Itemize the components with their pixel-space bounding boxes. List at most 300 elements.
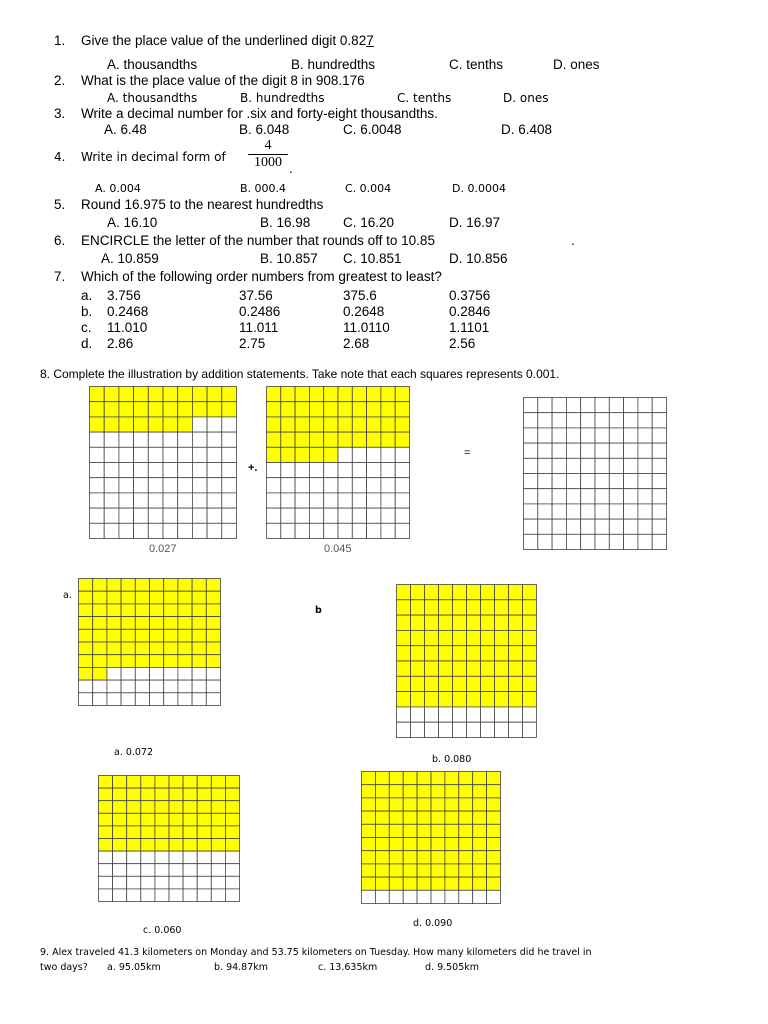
grid-square-filled [509, 676, 523, 691]
grid-square-filled [211, 813, 225, 826]
grid-square-empty [99, 889, 113, 902]
grid-square-filled [222, 387, 237, 402]
grid-square-empty [624, 474, 638, 489]
grid-square-filled [113, 776, 127, 789]
grid-square-empty [538, 534, 552, 549]
grid-square-empty [524, 474, 538, 489]
grid-square-empty [309, 463, 323, 478]
q4-option-b: B. 000.4 [240, 182, 287, 195]
grid-square-empty [425, 707, 439, 722]
grid-square-filled [431, 772, 445, 785]
choice-b-grid [396, 584, 537, 738]
q7-row-c-label: c. [81, 320, 92, 335]
q7-row-a-label: a. [81, 288, 93, 303]
grid-square-filled [403, 824, 417, 837]
grid-square-filled [93, 629, 107, 642]
grid-square-empty [538, 413, 552, 428]
grid-square-filled [141, 839, 155, 852]
hundred-grid-svg [89, 386, 237, 539]
grid-square-filled [445, 772, 459, 785]
grid-square-empty [113, 889, 127, 902]
grid-square-filled [135, 629, 149, 642]
grid-square-filled [459, 811, 473, 824]
grid-square-filled [134, 387, 149, 402]
grid-square-filled [375, 798, 389, 811]
grid-square-empty [225, 864, 239, 877]
grid-square-filled [183, 788, 197, 801]
grid-square-empty [395, 478, 409, 493]
grid-square-empty [169, 864, 183, 877]
grid-square-empty [638, 474, 652, 489]
grid-square-empty [338, 508, 352, 523]
choice-c-grid [98, 775, 240, 902]
grid-square-filled [523, 661, 537, 676]
grid-square-filled [431, 824, 445, 837]
grid-square-filled [155, 776, 169, 789]
grid-square-empty [107, 680, 121, 693]
grid-square-empty [178, 478, 193, 493]
grid-square-empty [93, 680, 107, 693]
grid-square-empty [381, 493, 395, 508]
grid-square-filled [134, 402, 149, 417]
grid-square-empty [411, 707, 425, 722]
grid-square-empty [566, 458, 580, 473]
grid-square-filled [453, 585, 467, 600]
grid-square-empty [121, 667, 135, 680]
grid-square-empty [178, 447, 193, 462]
grid-square-empty [581, 413, 595, 428]
grid-square-empty [197, 889, 211, 902]
q2-number: 2. [54, 73, 66, 88]
grid-square-empty [417, 890, 431, 903]
grid-square-empty [595, 504, 609, 519]
grid-square-filled [113, 826, 127, 839]
grid-square-filled [79, 655, 93, 668]
grid-square-filled [509, 661, 523, 676]
grid-square-empty [509, 707, 523, 722]
grid-square-filled [439, 692, 453, 707]
grid-square-empty [624, 489, 638, 504]
grid-square-empty [509, 722, 523, 737]
grid-square-empty [281, 493, 295, 508]
grid-square-empty [207, 447, 222, 462]
grid-square-filled [338, 417, 352, 432]
hundred-grid-svg [78, 578, 221, 706]
grid-square-empty [197, 864, 211, 877]
grid-square-empty [267, 463, 281, 478]
grid-square-filled [362, 798, 376, 811]
grid-square-filled [225, 839, 239, 852]
grid-square-filled [93, 667, 107, 680]
q8-instruction: 8. Complete the illustration by addition statements. Take note that each squares represents 0.001. [40, 367, 560, 381]
grid-square-empty [609, 534, 623, 549]
grid-square-empty [119, 447, 134, 462]
grid-square-empty [134, 432, 149, 447]
grid-square-empty [624, 398, 638, 413]
grid-square-filled [445, 811, 459, 824]
grid-square-filled [487, 811, 501, 824]
grid-square-filled [417, 798, 431, 811]
grid-square-filled [127, 788, 141, 801]
grid-square-empty [79, 680, 93, 693]
grid-square-empty [538, 458, 552, 473]
choice-d-grid [361, 771, 501, 904]
q5-option-a: A. 16.10 [107, 215, 158, 230]
grid-square-empty [324, 508, 338, 523]
grid-square-filled [99, 813, 113, 826]
grid-square-empty [524, 489, 538, 504]
grid-square-empty [652, 413, 666, 428]
grid-square-filled [389, 838, 403, 851]
grid-square-empty [178, 463, 193, 478]
grid-square-empty [395, 447, 409, 462]
grid-square-filled [150, 642, 164, 655]
grid-square-filled [206, 591, 220, 604]
choice-c-caption: c. 0.060 [143, 925, 182, 936]
grid-square-filled [104, 387, 119, 402]
grid-square-filled [141, 826, 155, 839]
grid-square-filled [121, 617, 135, 630]
grid-square-empty [609, 428, 623, 443]
grid-square-filled [324, 402, 338, 417]
q2-question: What is the place value of the digit 8 in 908.176 [81, 73, 365, 88]
grid-square-empty [552, 489, 566, 504]
grid-square-filled [79, 642, 93, 655]
grid-square-filled [425, 676, 439, 691]
grid-square-empty [192, 432, 207, 447]
grid-square-empty [207, 508, 222, 523]
q8-equals-sign: = [464, 447, 471, 459]
grid-square-filled [192, 591, 206, 604]
grid-square-empty [552, 534, 566, 549]
grid-square-empty [113, 851, 127, 864]
grid-square-filled [362, 811, 376, 824]
grid-square-empty [566, 474, 580, 489]
q4-option-d: D. 0.0004 [452, 182, 506, 195]
grid-square-empty [552, 458, 566, 473]
grid-square-empty [104, 493, 119, 508]
grid-square-empty [638, 443, 652, 458]
q6-trailing-dot: . [571, 233, 575, 248]
grid-square-empty [211, 851, 225, 864]
grid-square-filled [222, 402, 237, 417]
grid-square-filled [445, 864, 459, 877]
grid-square-filled [411, 646, 425, 661]
grid-square-filled [197, 776, 211, 789]
grid-square-empty [163, 493, 178, 508]
grid-square-filled [417, 864, 431, 877]
grid-square-filled [99, 776, 113, 789]
grid-square-filled [523, 646, 537, 661]
q7-row-a-value: 375.6 [343, 288, 377, 303]
grid-square-empty [624, 413, 638, 428]
grid-square-empty [538, 474, 552, 489]
grid-square-empty [192, 508, 207, 523]
grid-square-filled [445, 877, 459, 890]
grid-square-filled [367, 432, 381, 447]
grid-square-filled [473, 851, 487, 864]
hundred-grid-svg [98, 775, 240, 902]
grid-square-filled [481, 692, 495, 707]
grid-square-empty [127, 864, 141, 877]
grid-square-filled [338, 387, 352, 402]
grid-square-filled [417, 811, 431, 824]
grid-square-empty [99, 864, 113, 877]
grid-square-empty [222, 417, 237, 432]
grid-square-empty [367, 478, 381, 493]
grid-square-empty [638, 534, 652, 549]
grid-square-empty [192, 463, 207, 478]
grid-square-filled [135, 617, 149, 630]
grid-square-empty [207, 463, 222, 478]
grid-square-filled [192, 617, 206, 630]
q1-number: 1. [54, 33, 66, 48]
grid-square-filled [431, 798, 445, 811]
grid-square-filled [121, 629, 135, 642]
grid-square-filled [107, 617, 121, 630]
grid-square-filled [362, 838, 376, 851]
grid-square-filled [164, 655, 178, 668]
grid-square-empty [169, 851, 183, 864]
grid-square-empty [652, 504, 666, 519]
grid-square-filled [107, 579, 121, 592]
grid-square-filled [148, 387, 163, 402]
grid-square-filled [381, 387, 395, 402]
grid-square-filled [197, 839, 211, 852]
grid-square-empty [595, 443, 609, 458]
grid-square-filled [90, 417, 105, 432]
grid-square-empty [192, 693, 206, 706]
grid-square-empty [104, 523, 119, 538]
grid-square-empty [119, 478, 134, 493]
grid-square-filled [445, 851, 459, 864]
grid-square-empty [163, 447, 178, 462]
grid-square-empty [624, 428, 638, 443]
grid-square-filled [104, 402, 119, 417]
grid-square-filled [206, 604, 220, 617]
grid-square-filled [445, 824, 459, 837]
grid-square-empty [487, 890, 501, 903]
grid-square-filled [192, 629, 206, 642]
grid-square-filled [183, 801, 197, 814]
grid-square-empty [206, 667, 220, 680]
grid-square-empty [595, 474, 609, 489]
grid-square-filled [135, 655, 149, 668]
grid-square-empty [295, 478, 309, 493]
grid-square-filled [397, 661, 411, 676]
grid-square-filled [481, 661, 495, 676]
grid-square-empty [155, 851, 169, 864]
grid-square-filled [164, 604, 178, 617]
grid-square-empty [192, 447, 207, 462]
grid-square-empty [119, 493, 134, 508]
grid-square-empty [169, 889, 183, 902]
q9-option-a: a. 95.05km [107, 962, 161, 973]
grid-square-filled [523, 585, 537, 600]
grid-square-filled [417, 838, 431, 851]
grid-square-filled [183, 839, 197, 852]
grid-square-filled [121, 604, 135, 617]
grid-square-empty [148, 478, 163, 493]
grid-square-filled [362, 785, 376, 798]
q9-question: 9. Alex traveled 41.3 kilometers on Monday and 53.75 kilometers on Tuesday. How many kilometers did he travel in [40, 947, 592, 958]
grid-square-filled [295, 417, 309, 432]
grid-square-empty [609, 489, 623, 504]
grid-square-filled [417, 851, 431, 864]
grid-square-filled [509, 615, 523, 630]
grid-square-filled [362, 877, 376, 890]
grid-square-filled [178, 579, 192, 592]
q9-option-c: c. 13.635km [318, 962, 378, 973]
grid-square-empty [552, 398, 566, 413]
grid-square-empty [552, 504, 566, 519]
q7-row-c-value: 11.0110 [343, 320, 390, 335]
q1-option-c: C. tenths [449, 57, 504, 72]
grid-square-filled [113, 801, 127, 814]
q7-row-b-label: b. [81, 304, 93, 319]
grid-square-filled [178, 655, 192, 668]
grid-square-empty [367, 493, 381, 508]
grid-square-empty [207, 493, 222, 508]
grid-square-filled [411, 585, 425, 600]
grid-square-filled [324, 417, 338, 432]
grid-square-filled [281, 402, 295, 417]
grid-square-filled [295, 402, 309, 417]
grid-square-empty [524, 413, 538, 428]
grid-square-filled [425, 600, 439, 615]
grid-square-filled [113, 788, 127, 801]
q7-row-b-value: 0.2486 [239, 304, 281, 319]
grid-square-empty [148, 463, 163, 478]
grid-square-filled [523, 615, 537, 630]
grid-square-filled [267, 432, 281, 447]
grid-square-empty [113, 864, 127, 877]
grid-square-empty [113, 876, 127, 889]
q3-number: 3. [54, 106, 66, 121]
grid-square-filled [362, 772, 376, 785]
grid-square-filled [309, 432, 323, 447]
grid-square-empty [352, 508, 366, 523]
q7-row-d-label: d. [81, 336, 93, 351]
grid-square-filled [99, 839, 113, 852]
grid-square-filled [178, 387, 193, 402]
grid-square-empty [324, 493, 338, 508]
grid-square-empty [324, 523, 338, 538]
grid-square-filled [99, 826, 113, 839]
grid-square-filled [397, 692, 411, 707]
grid-square-empty [367, 508, 381, 523]
grid-square-filled [397, 646, 411, 661]
grid-square-empty [595, 489, 609, 504]
grid-square-empty [538, 504, 552, 519]
q1-question: Give the place value of the underlined digit 0.827 [81, 33, 374, 48]
grid-square-filled [473, 824, 487, 837]
grid-square-empty [624, 504, 638, 519]
grid-square-empty [104, 432, 119, 447]
grid-square-filled [169, 776, 183, 789]
grid-square-filled [119, 417, 134, 432]
grid-square-filled [439, 615, 453, 630]
grid-square-empty [595, 398, 609, 413]
grid-square-empty [538, 443, 552, 458]
grid-square-filled [150, 617, 164, 630]
grid-square-empty [134, 493, 149, 508]
grid-square-empty [309, 508, 323, 523]
grid-square-filled [453, 600, 467, 615]
grid-square-empty [338, 463, 352, 478]
grid-square-filled [107, 629, 121, 642]
grid-square-filled [487, 772, 501, 785]
grid-square-filled [375, 877, 389, 890]
grid-square-empty [222, 447, 237, 462]
q5-number: 5. [54, 197, 66, 212]
grid-square-filled [135, 591, 149, 604]
grid-square-filled [523, 676, 537, 691]
grid-square-filled [445, 798, 459, 811]
grid-square-filled [104, 417, 119, 432]
q8-grid-addend-1 [89, 386, 237, 539]
grid-square-empty [445, 890, 459, 903]
grid-square-filled [395, 432, 409, 447]
grid-square-empty [90, 447, 105, 462]
grid-square-empty [473, 890, 487, 903]
grid-square-empty [104, 463, 119, 478]
grid-square-filled [192, 579, 206, 592]
grid-square-empty [367, 463, 381, 478]
grid-square-empty [79, 693, 93, 706]
grid-square-empty [609, 474, 623, 489]
grid-square-empty [566, 413, 580, 428]
grid-square-filled [150, 591, 164, 604]
grid-square-empty [207, 432, 222, 447]
grid-square-filled [169, 813, 183, 826]
grid-square-filled [403, 798, 417, 811]
grid-square-empty [163, 478, 178, 493]
q8-grid-1-caption: 0.027 [149, 543, 177, 555]
grid-square-empty [295, 508, 309, 523]
grid-square-filled [178, 402, 193, 417]
grid-square-filled [431, 785, 445, 798]
grid-square-filled [267, 387, 281, 402]
grid-square-filled [523, 600, 537, 615]
grid-square-empty [395, 463, 409, 478]
grid-square-empty [581, 443, 595, 458]
grid-square-filled [459, 838, 473, 851]
grid-square-filled [487, 798, 501, 811]
grid-square-filled [155, 801, 169, 814]
grid-square-filled [107, 642, 121, 655]
grid-square-filled [495, 661, 509, 676]
grid-square-empty [225, 876, 239, 889]
hundred-grid-svg [361, 771, 501, 904]
grid-square-empty [395, 493, 409, 508]
grid-square-filled [403, 838, 417, 851]
grid-square-filled [197, 826, 211, 839]
grid-square-filled [93, 617, 107, 630]
grid-square-empty [581, 398, 595, 413]
q8-grid-sum [523, 397, 667, 550]
q3-question: Write a decimal number for .six and forty-eight thousandths. [81, 106, 438, 121]
grid-square-empty [552, 428, 566, 443]
grid-square-filled [431, 877, 445, 890]
grid-square-filled [375, 772, 389, 785]
grid-square-filled [295, 387, 309, 402]
grid-square-filled [481, 600, 495, 615]
grid-square-empty [524, 428, 538, 443]
q5-option-d: D. 16.97 [449, 215, 501, 230]
grid-square-filled [481, 646, 495, 661]
grid-square-empty [566, 534, 580, 549]
